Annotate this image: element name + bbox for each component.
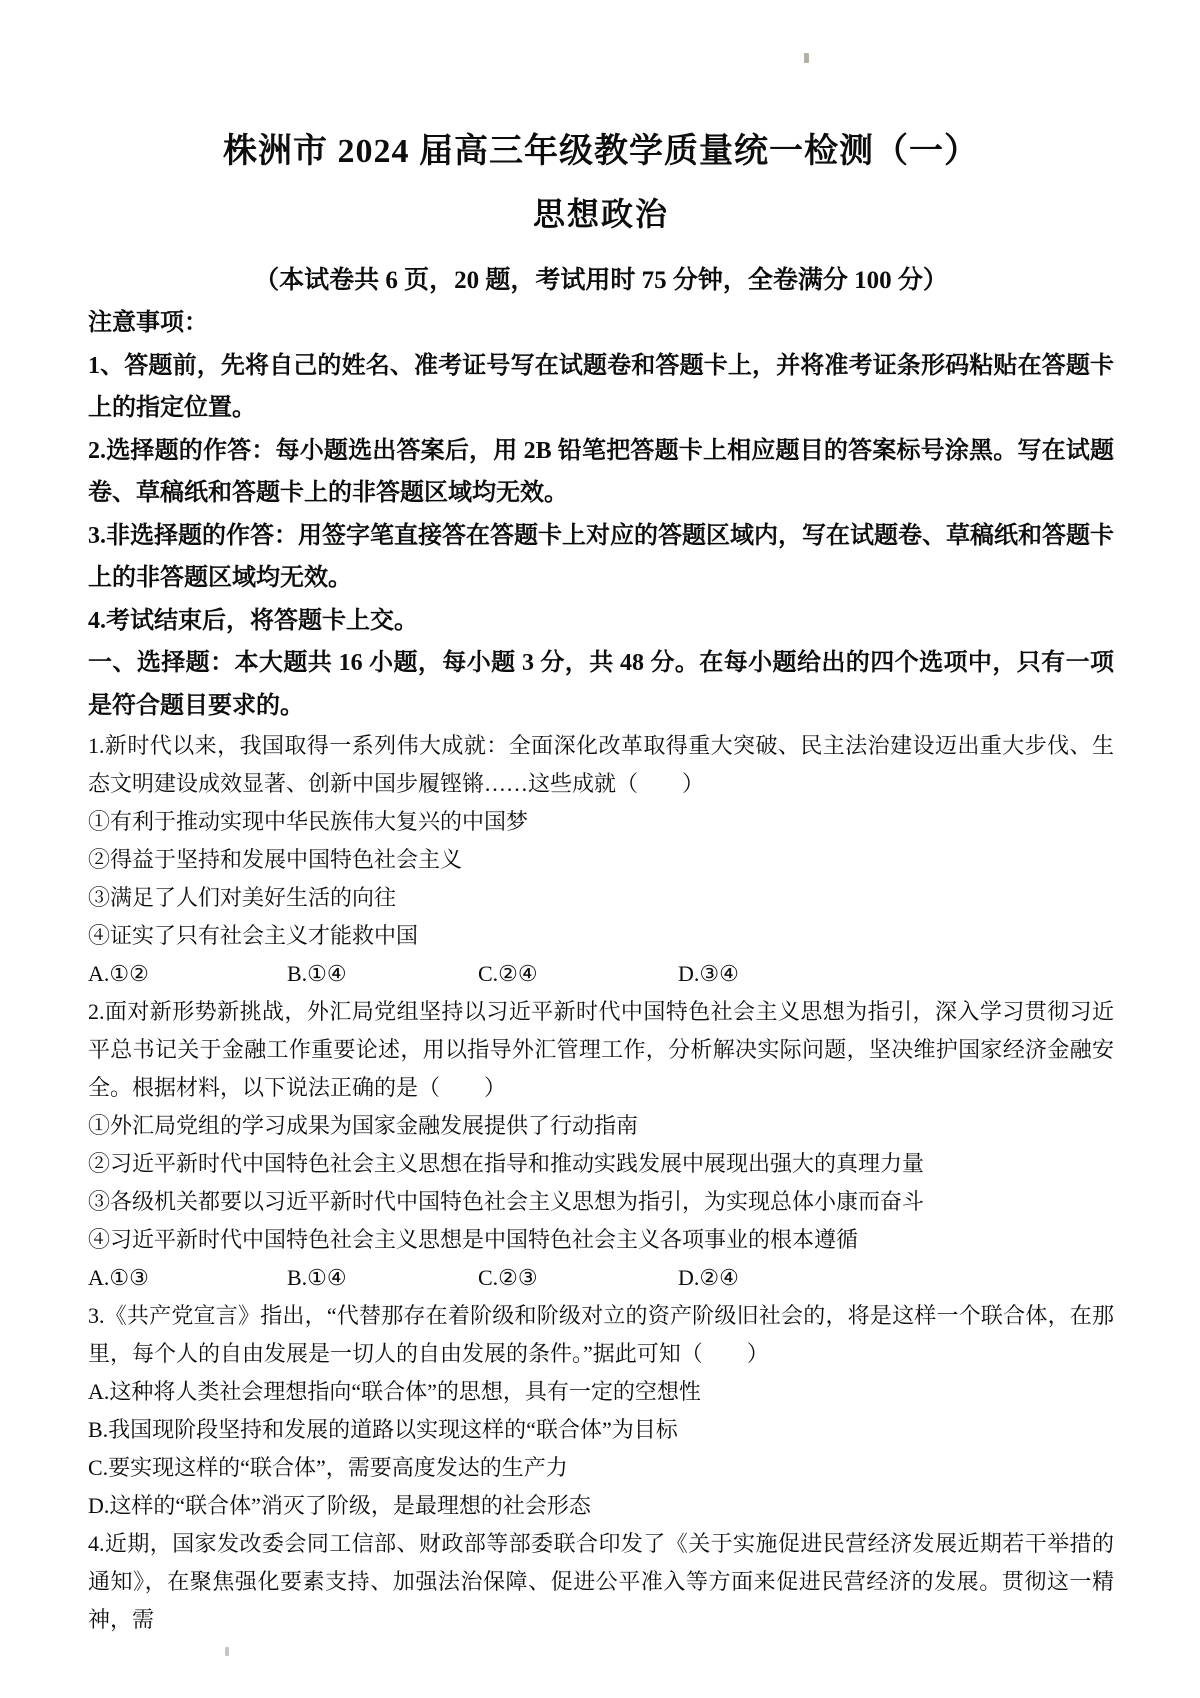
page-content — [88, 0, 1114, 1639]
question-stem: 4.近期，国家发改委会同工信部、财政部等部委联合印发了《关于实施促进民营经济发展近期若干举措的通知》，在聚焦强化要素支持、加强法治保障、促进公平准入等方面来促进民营经济的发展。贯彻这一精神，需 — [88, 1531, 1114, 1632]
choice-b: B.①④ — [287, 1265, 347, 1290]
notice-heading: 注意事项： — [88, 310, 208, 336]
question-statement: ④证实了只有社会主义才能救中国 — [88, 923, 419, 948]
page-subtitle: 思想政治 — [532, 196, 669, 232]
question-option: B.我国现阶段坚持和发展的道路以实现这样的“联合体”为目标 — [88, 1417, 678, 1442]
questions-list — [88, 727, 1114, 1639]
choice-d: D.③④ — [678, 961, 739, 986]
question-option: D.这样的“联合体”消灭了阶级，是最理想的社会形态 — [88, 1493, 591, 1518]
question-3 — [88, 1297, 1114, 1525]
choice-a: A.①② — [88, 961, 149, 986]
notice-item: 3.非选择题的作答：用签字笔直接答在答题卡上对应的答题区域内，写在试题卷、草稿纸和答题卡上的非答题区域均无效。 — [88, 522, 1114, 591]
question-statement: ②得益于坚持和发展中国特色社会主义 — [88, 847, 463, 872]
question-option: A.这种将人类社会理想指向“联合体”的思想，具有一定的空想性 — [88, 1379, 701, 1404]
question-statement: ③满足了人们对美好生活的向往 — [88, 885, 397, 910]
notice-item: 2.选择题的作答：每小题选出答案后，用 2B 铅笔把答题卡上相应题目的答案标号涂黑。写在试题卷、草稿纸和答题卡上的非答题区域均无效。 — [88, 437, 1114, 506]
section-heading: 一、选择题：本大题共 16 小题，每小题 3 分，共 48 分。在每小题给出的四个选项中，只有一项是符合题目要求的。 — [88, 650, 1114, 719]
question-statement: ③各级机关都要以习近平新时代中国特色社会主义思想为指引，为实现总体小康而奋斗 — [88, 1189, 925, 1214]
question-statement: ①有利于推动实现中华民族伟大复兴的中国梦 — [88, 809, 529, 834]
choice-c: C.②④ — [478, 961, 538, 986]
question-stem: 1.新时代以来，我国取得一系列伟大成就：全面深化改革取得重大突破、民主法治建设迈出重大步伐、生态文明建设成效显著、创新中国步履铿锵……这些成就（ ） — [88, 733, 1114, 796]
choice-d: D.②④ — [678, 1265, 739, 1290]
question-4 — [88, 1525, 1114, 1639]
question-statement: ②习近平新时代中国特色社会主义思想在指导和推动实践发展中展现出强大的真理力量 — [88, 1151, 925, 1176]
notice-section — [88, 302, 1114, 727]
choice-c: C.②③ — [478, 1265, 538, 1290]
question-option: C.要实现这样的“联合体”，需要高度发达的生产力 — [88, 1455, 568, 1480]
question-2 — [88, 993, 1114, 1297]
exam-info-line: （本试卷共 6 页，20 题，考试用时 75 分钟，全卷满分 100 分） — [254, 267, 948, 294]
choice-row — [88, 1259, 1114, 1297]
scan-artifact-bottom — [225, 1647, 229, 1656]
question-stem: 2.面对新形势新挑战，外汇局党组坚持以习近平新时代中国特色社会主义思想为指引，深入学习贯彻习近平总书记关于金融工作重要论述，用以指导外汇管理工作，分析解决实际问题，坚决维护国家经济金融安全。根据材料，以下说法正确的是（ ） — [88, 999, 1114, 1100]
page-title: 株洲市 2024 届高三年级教学质量统一检测（一） — [223, 133, 979, 170]
question-statement: ④习近平新时代中国特色社会主义思想是中国特色社会主义各项事业的根本遵循 — [88, 1227, 859, 1252]
question-stem: 3.《共产党宣言》指出，“代替那存在着阶级和阶级对立的资产阶级旧社会的，将是这样一个联合体，在那里，每个人的自由发展是一切人的自由发展的条件。”据此可知（ ） — [88, 1303, 1114, 1366]
choice-a: A.①③ — [88, 1265, 149, 1290]
notice-item: 1、答题前，先将自己的姓名、准考证号写在试题卷和答题卡上，并将准考证条形码粘贴在答题卡上的指定位置。 — [88, 352, 1114, 421]
choice-b: B.①④ — [287, 961, 347, 986]
notice-item: 4.考试结束后，将答题卡上交。 — [88, 607, 418, 634]
choice-row — [88, 955, 1114, 993]
question-statement: ①外汇局党组的学习成果为国家金融发展提供了行动指南 — [88, 1113, 639, 1138]
question-1 — [88, 727, 1114, 993]
